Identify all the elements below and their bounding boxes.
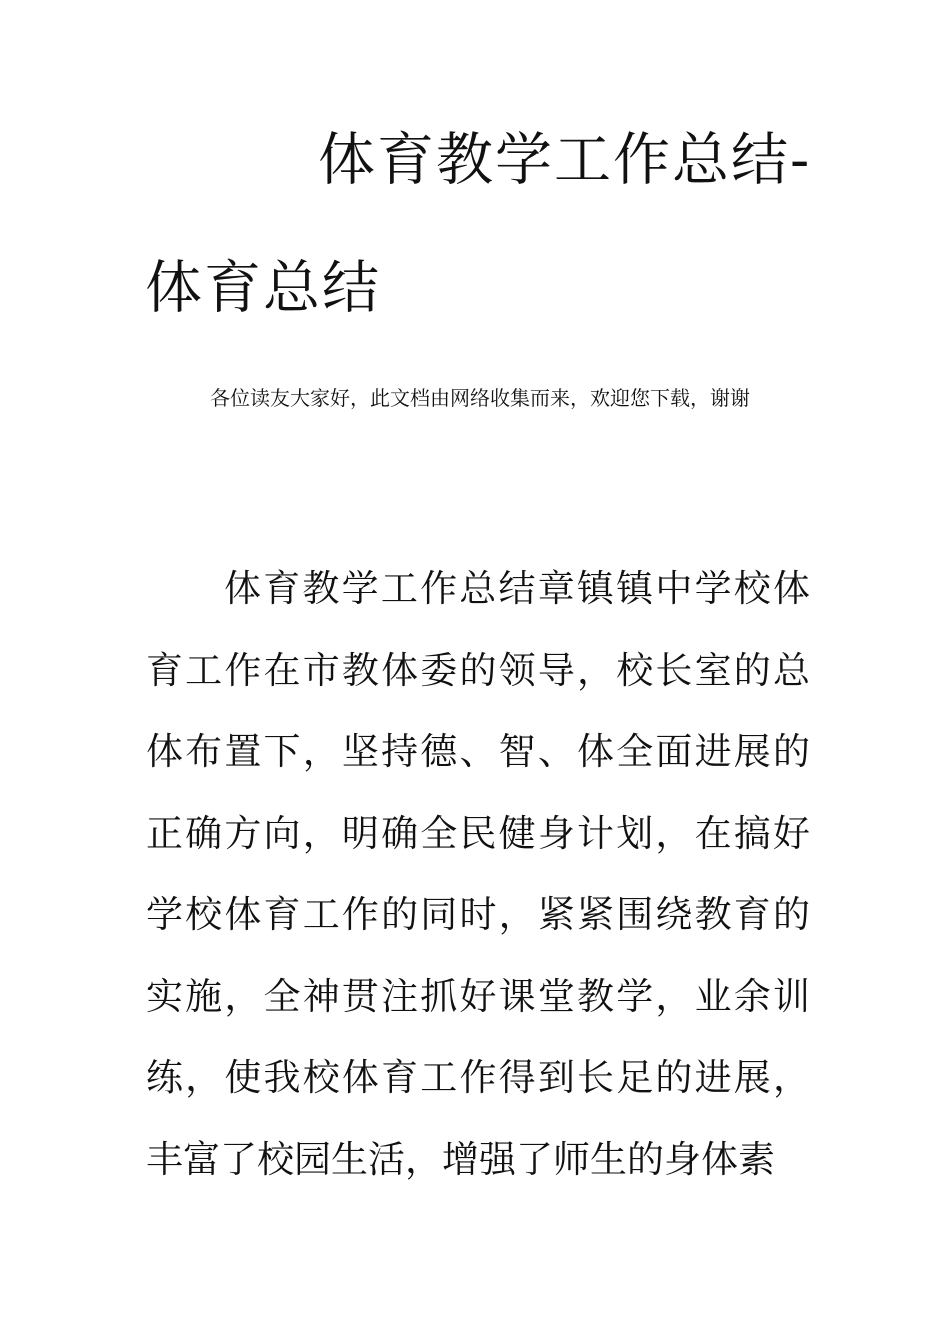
- intro-paragraph: 各位读友大家好，此文档由网络收集而来，欢迎您下载，谢谢: [210, 386, 750, 410]
- document-title-line-1: 体育教学工作总结-: [318, 127, 812, 193]
- document-title-line-2: 体育总结: [145, 255, 381, 321]
- body-paragraph: 体育教学工作总结章镇镇中学校体育工作在市教体委的领导，校长室的总体布置下，坚持德、智、体全面进展的正确方向，明确全民健身计划，在搞好学校体育工作的同时，紧紧围绕教育的实施，全神贯注抓好课堂教学，业余训练，使我校体育工作得到长足的进展，丰富了校园生活，增强了师生的身体素: [146, 567, 810, 1181]
